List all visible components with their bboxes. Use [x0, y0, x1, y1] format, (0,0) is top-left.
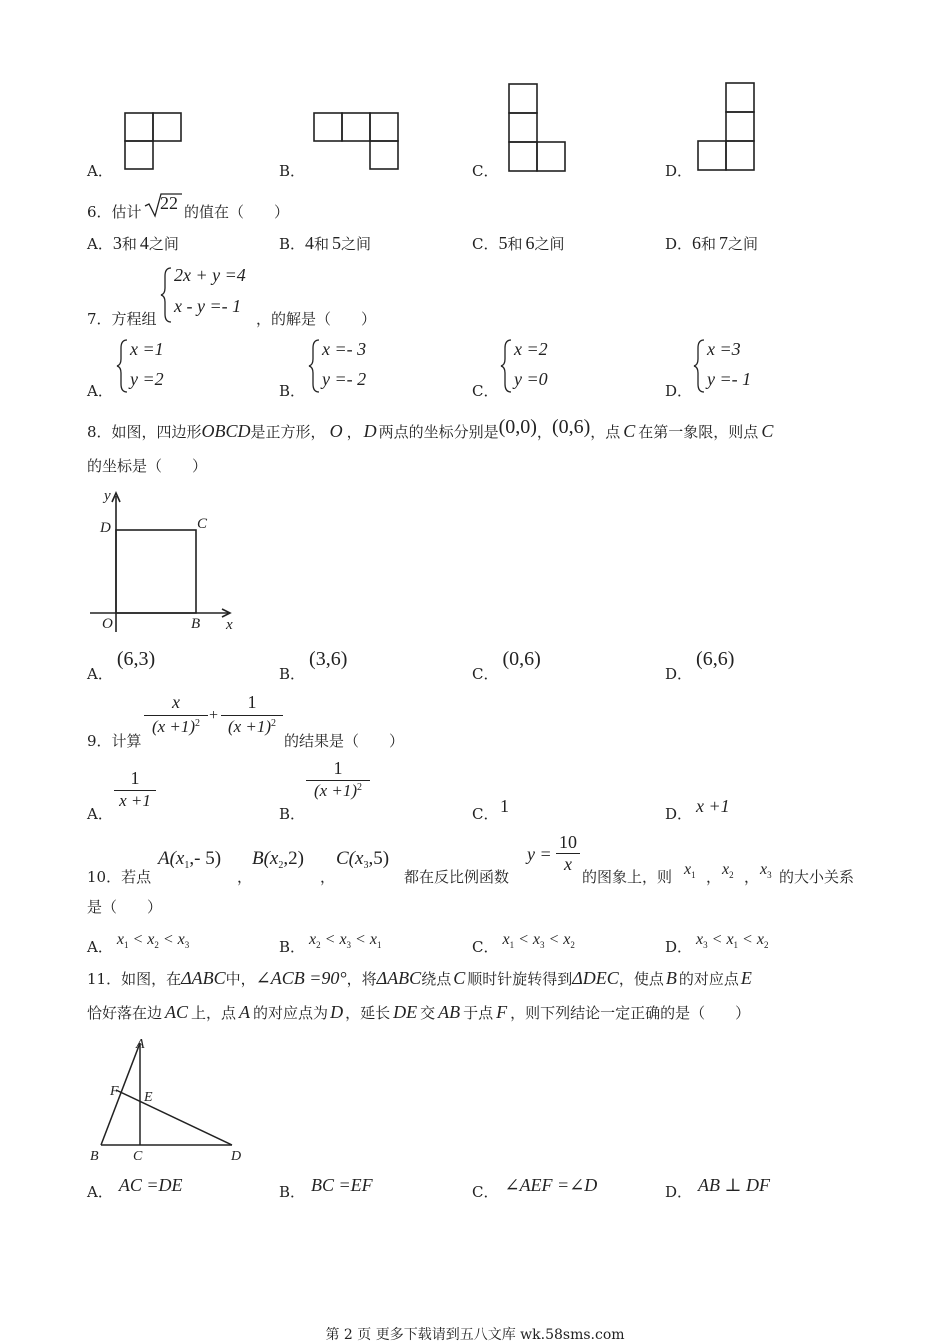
option-letter: D．: [665, 1183, 693, 1201]
math: < x: [351, 931, 377, 948]
q8-option-b: [279, 648, 348, 683]
math: < x: [738, 931, 764, 948]
math: ,2): [283, 848, 304, 869]
option-letter: B．: [279, 938, 306, 956]
q6-stem: 6．估计: [87, 203, 142, 221]
math: < x: [158, 931, 185, 948]
q11-option-b: [279, 1175, 373, 1201]
q5-figure-d: [695, 80, 765, 172]
math: OBCD: [201, 421, 251, 441]
option-value: BC =EF: [311, 1175, 373, 1195]
q11-stem-line-1: [87, 968, 752, 989]
q10-x3: [760, 860, 772, 880]
subscript: 1: [376, 940, 382, 950]
option-letter: B．: [279, 235, 306, 253]
subscript: 1: [733, 940, 739, 950]
point-c-label: C: [197, 516, 208, 532]
subscript: 2: [154, 940, 159, 950]
q9-option-a-letter: A．: [87, 805, 113, 823]
text: 顺时针旋转得到: [467, 970, 573, 988]
q8-stem-line-2: 的坐标是（ ）: [87, 457, 208, 475]
option-line-1: x =3: [707, 339, 741, 359]
point-d-label: D: [100, 520, 111, 536]
text: ，: [346, 423, 362, 441]
option-letter: C．: [472, 382, 499, 400]
option-b-num: 6: [525, 233, 535, 253]
text: 绕点: [421, 970, 452, 988]
text: 在第一象限，则点: [638, 423, 759, 441]
math: x: [684, 861, 692, 878]
text: 恰好落在边: [87, 1004, 163, 1022]
q5-option-b-letter: B．: [279, 162, 306, 180]
option-b-num: 7: [719, 233, 729, 253]
option-end: 之间: [341, 235, 372, 253]
q10-x1: [684, 860, 696, 880]
q8-option-d: [665, 648, 735, 683]
point-f-label: F: [110, 1084, 119, 1099]
math: x: [722, 861, 730, 878]
math: (0,6): [551, 416, 591, 438]
q7-stem: 7．方程组: [87, 310, 157, 328]
math: < x: [320, 931, 347, 948]
option-value: AC =DE: [118, 1175, 183, 1195]
subscript: 2: [729, 870, 734, 880]
page-footer: 第 2 页 更多下载请到五八文库 wk.58sms.com: [325, 1327, 625, 1343]
q10-fraction: [556, 832, 580, 875]
option-mid: 和: [314, 235, 330, 253]
math: < x: [128, 931, 155, 948]
q10-stem: 10．若点: [87, 868, 152, 886]
text: ，则下列结论一定正确的是（ ）: [510, 1004, 751, 1022]
option-letter: D．: [665, 382, 693, 400]
subscript: 3: [767, 870, 772, 880]
option-letter: A．: [87, 938, 113, 956]
option-line-2: y =- 2: [322, 369, 367, 389]
math: x: [760, 861, 768, 878]
subscript: 3: [540, 940, 545, 950]
q5-figure-b: [310, 110, 410, 172]
fraction-denominator: x +1: [119, 791, 151, 810]
q9-option-c-letter: C．: [472, 805, 499, 823]
text: 中，: [225, 970, 256, 988]
fraction-numerator: 1: [114, 768, 156, 791]
math: D: [363, 421, 377, 441]
q10-x2: [722, 860, 734, 880]
math: ΔDEC: [572, 968, 619, 988]
option-line-1: x =2: [514, 339, 548, 359]
subscript: 2: [570, 940, 575, 950]
fraction-numerator: 1: [221, 692, 283, 716]
q10-y-equals: y =: [527, 844, 552, 864]
subscript: 1: [184, 860, 190, 871]
q6-tail: 的值在（ ）: [184, 203, 290, 221]
q7-equation-1: 2x + y =4: [174, 265, 246, 285]
option-letter: A．: [87, 235, 113, 253]
text: 的对应点为: [253, 1004, 329, 1022]
math: F: [496, 1002, 508, 1022]
left-brace-icon: [500, 338, 514, 394]
q9-option-b-fraction: [306, 758, 370, 801]
point-b-label: B: [191, 616, 201, 632]
math: O: [329, 421, 343, 441]
option-value: (6,6): [696, 648, 735, 670]
q11-stem-line-2: [87, 1002, 750, 1023]
q9-option-c-value: 1: [500, 796, 509, 816]
text: 两点的坐标分别是: [378, 423, 499, 441]
subscript: 2: [316, 940, 321, 950]
q9-option-d-letter: D．: [665, 805, 693, 823]
q6-option-c: [472, 233, 565, 254]
math: x: [502, 931, 510, 948]
math: AB: [438, 1002, 461, 1022]
math: A: [239, 1002, 251, 1022]
q11-option-d: [665, 1175, 770, 1201]
q8-option-c: [472, 648, 541, 683]
math: < x: [707, 931, 734, 948]
option-value: ∠AEF =∠D: [504, 1175, 598, 1195]
q11-triangle-figure: [86, 1034, 256, 1164]
option-letter: C．: [472, 1183, 499, 1201]
option-b-num: 4: [139, 233, 149, 253]
option-letter: C．: [472, 665, 499, 683]
option-mid: 和: [507, 235, 523, 253]
axis-y-label: y: [104, 488, 111, 504]
math: C: [453, 968, 466, 988]
q10-option-a: [87, 928, 190, 956]
option-letter: B．: [279, 1183, 306, 1201]
text: 于点: [463, 1004, 494, 1022]
text: ，点: [590, 423, 621, 441]
q9-fraction-2: [221, 692, 283, 737]
option-end: 之间: [148, 235, 179, 253]
text: ，: [536, 423, 552, 441]
math: B: [665, 968, 677, 988]
q10-option-b: [279, 928, 382, 956]
math: x: [116, 931, 124, 948]
q9-stem: 9．计算: [87, 732, 142, 750]
plus-sign: +: [209, 707, 219, 724]
math: DE: [393, 1002, 418, 1022]
text: ，使点: [618, 970, 664, 988]
q10-mid: 都在反比例函数: [404, 868, 510, 886]
option-letter: A．: [87, 1183, 113, 1201]
exponent: 2: [357, 782, 363, 793]
option-value: (0,6): [502, 648, 541, 670]
q7-equation-2: x - y =- 1: [174, 296, 242, 316]
point-a-label: A: [136, 1037, 145, 1052]
math: < x: [514, 931, 540, 948]
q11-option-c: [472, 1175, 598, 1201]
option-letter: D．: [665, 235, 693, 253]
q5-figure-c: [505, 82, 575, 174]
fraction-numerator: x: [144, 692, 208, 716]
exponent: 2: [195, 718, 201, 729]
option-value: (3,6): [309, 648, 348, 670]
text: 的对应点: [678, 970, 739, 988]
fraction-denominator: x: [564, 854, 572, 874]
text: ，延长: [345, 1004, 391, 1022]
math: ,- 5): [189, 848, 222, 869]
text: ，将: [346, 970, 377, 988]
q9-option-b-letter: B．: [279, 805, 306, 823]
math: ΔABC: [181, 968, 226, 988]
exponent: 2: [271, 718, 277, 729]
option-end: 之间: [728, 235, 759, 253]
q8-coordinate-figure: [86, 484, 246, 636]
math: x: [696, 931, 704, 948]
q10-stem-line-2: 是（ ）: [87, 898, 163, 916]
fraction-numerator: 10: [556, 832, 580, 854]
point-c-label: C: [133, 1149, 143, 1164]
math: C: [623, 421, 636, 441]
q8-stem-line-1: [87, 416, 774, 443]
q10-tail-2: 的大小关系: [779, 868, 855, 886]
q9-fraction-1: [144, 692, 208, 737]
q11-option-a: [87, 1175, 183, 1201]
q9-option-d-value: x +1: [696, 796, 730, 816]
option-line-2: y =2: [130, 369, 164, 389]
subscript: 2: [278, 860, 284, 871]
q5-figure-a: [120, 110, 190, 172]
fraction-denominator: (x +1): [227, 717, 272, 736]
option-a-num: 6: [692, 233, 702, 253]
q10-point-a: [158, 848, 221, 871]
text: 是正方形，: [250, 423, 326, 441]
left-brace-icon: [693, 338, 707, 394]
subscript: 2: [763, 940, 769, 950]
math: x: [309, 931, 317, 948]
q5-option-c-letter: C．: [472, 162, 499, 180]
text: 8．如图，四边形: [87, 423, 202, 441]
q5-option-d-letter: D．: [665, 162, 693, 180]
subscript: 1: [509, 940, 515, 950]
text: 11．如图，在: [87, 970, 182, 988]
q10-tail-1: 的图象上，则: [582, 868, 673, 886]
option-a-num: 4: [305, 233, 315, 253]
option-letter: A．: [87, 382, 113, 400]
q5-option-a-letter: A．: [87, 162, 113, 180]
q6-option-b: [279, 233, 371, 254]
point-e-label: E: [144, 1090, 153, 1105]
left-brace-icon: [160, 266, 174, 324]
point-o-label: O: [102, 616, 113, 632]
math: C: [761, 421, 774, 441]
q10-option-c: [472, 928, 575, 956]
math: D: [330, 1002, 344, 1022]
fraction-denominator: (x +1): [151, 717, 196, 736]
q8-option-a: [87, 648, 156, 683]
math: B(x: [252, 848, 279, 869]
math: C(x: [336, 848, 364, 869]
option-line-1: x =- 3: [322, 339, 367, 359]
math: E: [740, 968, 752, 988]
option-letter: C．: [472, 938, 499, 956]
option-value: AB ⊥ DF: [698, 1175, 770, 1195]
subscript: 3: [184, 940, 190, 950]
left-brace-icon: [116, 338, 130, 394]
option-a-num: 5: [498, 233, 508, 253]
axis-x-label: x: [226, 617, 233, 633]
option-b-num: 5: [332, 233, 342, 253]
q10-option-d: [665, 928, 769, 956]
math: ,5): [368, 848, 390, 869]
q7-tail: ，的解是（ ）: [256, 310, 377, 328]
option-line-2: y =0: [514, 369, 548, 389]
q6-option-d: [665, 233, 758, 254]
q6-radicand: 22: [160, 193, 178, 213]
point-d-label: D: [231, 1149, 242, 1164]
option-line-1: x =1: [130, 339, 164, 359]
math: ∠ACB =90°: [255, 968, 347, 988]
text: 交: [420, 1004, 436, 1022]
option-letter: D．: [665, 938, 693, 956]
fraction-denominator: (x +1): [313, 781, 358, 800]
subscript: 3: [703, 940, 708, 950]
subscript: 1: [691, 870, 696, 880]
subscript: 1: [123, 940, 129, 950]
math: (0,0): [498, 416, 537, 438]
q10-point-c: [336, 848, 389, 871]
fraction-numerator: 1: [306, 758, 370, 781]
point-b-label: B: [90, 1149, 99, 1164]
subscript: 3: [363, 860, 369, 871]
subscript: 3: [346, 940, 352, 950]
option-letter: A．: [87, 665, 113, 683]
option-mid: 和: [701, 235, 717, 253]
option-letter: B．: [279, 665, 306, 683]
option-mid: 和: [121, 235, 137, 253]
option-letter: B．: [279, 382, 306, 400]
q9-tail: 的结果是（ ）: [284, 732, 405, 750]
q10-point-b: [252, 848, 304, 871]
q9-option-a-fraction: [114, 768, 156, 811]
math: A(x: [158, 848, 185, 869]
math: ΔABC: [376, 968, 422, 988]
option-a-num: 3: [112, 233, 122, 253]
left-brace-icon: [308, 338, 322, 394]
q6-option-a: [87, 233, 179, 254]
option-value: (6,3): [116, 648, 156, 670]
text: 上，点: [191, 1004, 237, 1022]
math: AC: [165, 1002, 189, 1022]
option-line-2: y =- 1: [707, 369, 752, 389]
option-end: 之间: [534, 235, 565, 253]
math: < x: [544, 931, 571, 948]
option-letter: D．: [665, 665, 693, 683]
option-letter: C．: [472, 235, 499, 253]
